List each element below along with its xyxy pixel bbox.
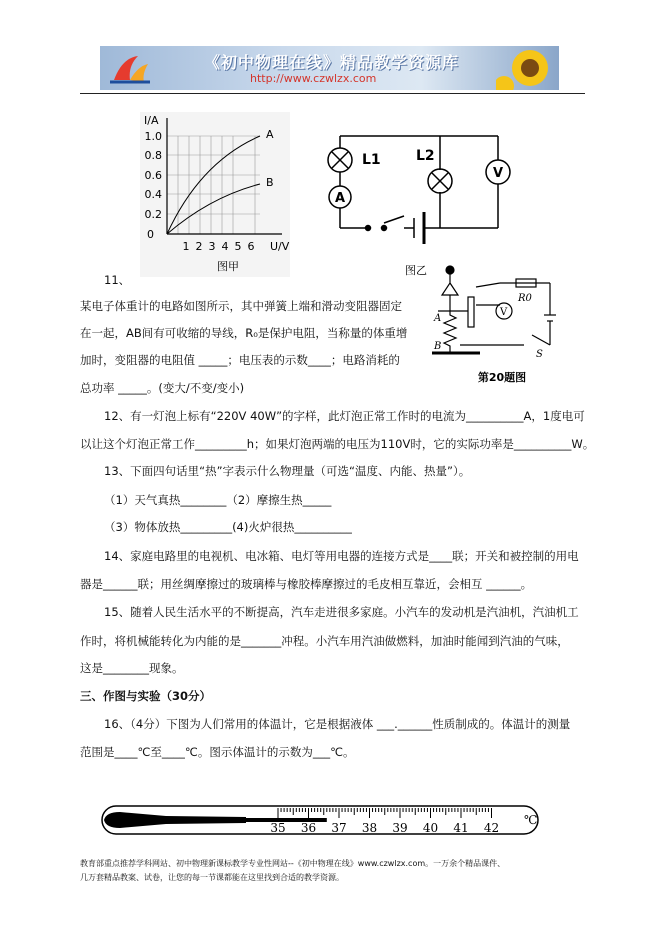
unit-label: ℃ [524,813,538,827]
scale-label: 42 [483,821,500,835]
y-tick: 0.4 [144,188,162,201]
sunflower-icon [496,46,559,90]
scale-label: 38 [361,821,378,835]
y-tick: 0.6 [144,169,162,182]
x-tick: 6 [247,240,255,253]
banner-url[interactable]: http://www.czwlzx.com [250,72,377,85]
q14-line: 14、家庭电路里的电视机、电冰箱、电灯等用电器的连接方式是____联；开关和被控制的用电 [104,549,579,563]
y-tick: 0.2 [144,208,162,221]
q15-line: 作时，将机械能转化为内能的是_______冲程。小汽车用汽油做燃料，加油时能闻到汽油的气味， [80,634,569,648]
circuit-diagram [320,128,520,276]
banner-title: 《初中物理在线》精品教学资源库 [204,53,460,72]
scale-label: 37 [331,821,347,835]
header-banner [100,46,559,90]
x-tick: 2 [195,240,203,253]
label-b: B [434,341,442,352]
q16-line: 16、（4分）下图为人们常用的体温计，它是根据液体 ___.______性质制成的。体温计的测量 [104,717,571,731]
scale-label: 36 [300,821,317,835]
iu-graph [140,112,290,277]
x-tick: 3 [208,240,216,253]
x-tick: 5 [234,240,242,253]
question-number: 11、 [104,273,131,287]
figure-caption: 第20题图 [477,371,527,384]
q11-line: 在一起，AB间有可收缩的导线，R₀是保护电阻，当称量的体重增 [80,326,408,340]
q12-line: 以让这个灯泡正常工作_________h；如果灯泡两端的电压为110V时，它的实际功率是__________W。 [80,437,595,451]
lamp2-label: L2 [416,148,435,164]
section-title: 三、作图与实验（30分） [80,689,212,703]
x-tick: 4 [221,240,229,253]
q13-stem: 13、下面四句话里“热”字表示什么物理量（可选“温度、内能、热量”）。 [104,464,471,478]
footer-line: 几万套精品教案、试卷，让您的每一节课都能在这里找到合适的教学资源。 [80,873,344,882]
scale-label: 41 [453,821,469,835]
q15-line: 15、随着人民生活水平的不断提高，汽车走进很多家庭。小汽车的发动机是汽油机，汽油机工 [104,605,579,619]
ammeter-label: A [334,191,346,206]
y-tick: 1.0 [144,130,162,143]
scale-label: 35 [270,821,286,835]
q13-row: （1）天气真热________（2）摩擦生热_____ [104,493,332,507]
header-rule [80,93,585,94]
site-logo-icon [108,50,152,86]
voltmeter-label: V [500,307,508,318]
scale-circuit-figure [420,265,580,390]
y-tick: 0.8 [144,149,162,162]
scale-label: 39 [392,821,408,835]
curve-a-label: A [266,128,274,141]
switch-label: S [536,349,543,360]
q16-line: 范围是____℃至____℃。图示体温计的示数为___℃。 [80,745,355,759]
q14-line: 器是______联；用丝绸摩擦过的玻璃棒与橡胶棒摩擦过的毛皮相互靠近，会相互 ______。 [80,577,533,591]
x-tick: 1 [182,240,190,253]
y-axis-label: I/A [144,114,159,127]
label-a: A [434,313,442,324]
x-axis-label: U/V [270,240,290,253]
scale-label: 40 [422,821,439,835]
q11-line: 加时，变阻器的电阻值 _____；电压表的示数____；电路消耗的 [80,353,400,367]
voltmeter-label: V [492,166,504,181]
footer-line: 教育部重点推荐学科网站、初中物理新课标教学专业性网站--《初中物理在线》www.czwlzx.com。一万余个精品课件、 [80,859,506,868]
curve-b-label: B [266,176,274,189]
q15-line: 这是________现象。 [80,661,184,675]
figure-caption: 图乙 [405,264,427,276]
lamp1-label: L1 [362,152,381,168]
q11-line: 总功率 _____。(变大/不变/变小) [80,381,245,395]
y-tick: 0 [147,228,154,241]
q11-line: 某电子体重计的电路如图所示，其中弹簧上端和滑动变阻器固定 [80,299,402,313]
q13-row: （3）物体放热_________(4)火炉很热__________ [104,520,352,534]
figure-caption: 图甲 [217,260,239,273]
q12-line: 12、有一灯泡上标有“220V 40W”的字样，此灯泡正常工作时的电流为__________A，1度电可 [104,409,585,423]
clinical-thermometer [96,798,546,844]
resistor-label: R0 [518,293,532,304]
